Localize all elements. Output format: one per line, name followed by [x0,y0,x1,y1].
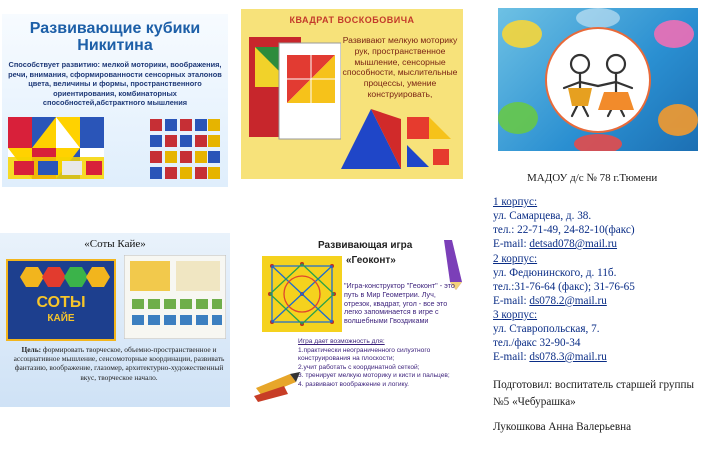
email-label: E-mail: [493,238,530,250]
building1-email-link[interactable]: detsad078@mail.ru [529,238,618,250]
soty-goal [12,345,226,382]
email-label: E-mail: [493,295,530,307]
nikitin-description: Способствует развитию: мелкой моторики, воображения, речи, внимания, сформированности сенсорных эталонов цвета, величины и формы, пространственного ориентирования, комбинаторных способностей,абстрактного мышления [8,60,222,108]
building2-email-link[interactable]: ds078.2@mail.ru [529,295,607,307]
building3-address: ул. Ставропольская, 7. [493,323,600,335]
geokont-panel [254,234,464,414]
soty-kaye-panel [0,233,230,407]
soty-goal-label: Цель: [21,345,42,354]
soty-box-image [6,259,116,341]
building1-email-row [493,238,617,251]
building2-label: 2 корпус: [493,253,538,265]
building1-phone: тел.: 22-71-49, 24-82-10(факс) [493,224,635,236]
nikitin-panel [2,14,228,187]
square-game-box-image [249,33,341,143]
soty-logo-line1: СОТЫ [36,294,86,311]
building2-address: ул. Федюнинского, д. 11б. [493,267,617,279]
building2-phone: тел.:31-76-64 (факс); 31-76-65 [493,281,635,293]
org-name: МАДОУ д/с № 78 г.Тюмени [527,172,658,184]
geokont-list-item: 4. развивают воображение и логику. [298,380,409,388]
geokont-list-header: Игра дает возможность для: [298,338,385,345]
voskobovich-panel [241,9,463,179]
cube-pattern-image [8,117,104,179]
pattern-cards-image [150,119,220,183]
geokont-benefits [298,338,460,390]
geokont-list-item: 2.учит работать с координатной сеткой; [298,363,420,371]
email-label: E-mail: [493,351,530,363]
kindergarten-logo-panel [498,8,698,151]
author-name: Лукошкова Анна Валерьевна [493,421,632,433]
geoboard-image [262,256,342,332]
soty-cards-image [124,255,226,339]
nikitin-title: Развивающие кубики Никитина [29,20,201,54]
soty-title: «Соты Кайе» [84,238,146,250]
voskobovich-title: КВАДРАТ ВОСКОБОВИЧА [289,15,415,25]
geokont-description: "Игра-конструктор "Геоконт" - это путь в Мир Геометрии. Луч, отрезок, квадрат, угол - все это легко запоминается в игре с волшебными Гвоздиками [344,281,455,326]
soty-logo-line2: КАЙЕ [47,313,75,324]
geokont-list-item: 1.практически неограниченного силуэтного конструирования на плоскости; [298,346,431,363]
building3-email-link[interactable]: ds078.3@mail.ru [529,351,607,363]
building3-label: 3 корпус: [493,309,538,321]
geokont-title-line1: Развивающая игра [318,240,413,251]
geokont-title-line2: «Геоконт» [346,255,396,266]
geokont-list-item: 3. тренирует мелкую моторику и кисти и пальцев; [298,372,450,380]
building2-email-row [493,295,607,308]
building1-label: 1 корпус: [493,196,538,208]
pencil-icon [254,372,300,402]
building3-phone: тел./факс 32-90-34 [493,337,581,349]
building3-email-row [493,351,607,364]
voskobovich-description: Развивают мелкую моторику рук, пространственное мышление, сенсорные способности, мыслительные процессы, умение конструировать, [342,35,458,99]
building1-address: ул. Самарцева, д. 38. [493,210,592,222]
square-shapes-image [341,109,461,171]
soty-goal-text: формировать творческое, объемно-пространственное и ассоциативное мышление, сенсомоторные координации, развивать фантазию, воображение, глазомер, архитектурно-художественный вкус, творческое начало. [13,345,225,382]
hands-logo-image [498,8,698,151]
prepared-by: Подготовил: воспитатель старшей группы №5 «Чебурашка» [493,379,694,408]
